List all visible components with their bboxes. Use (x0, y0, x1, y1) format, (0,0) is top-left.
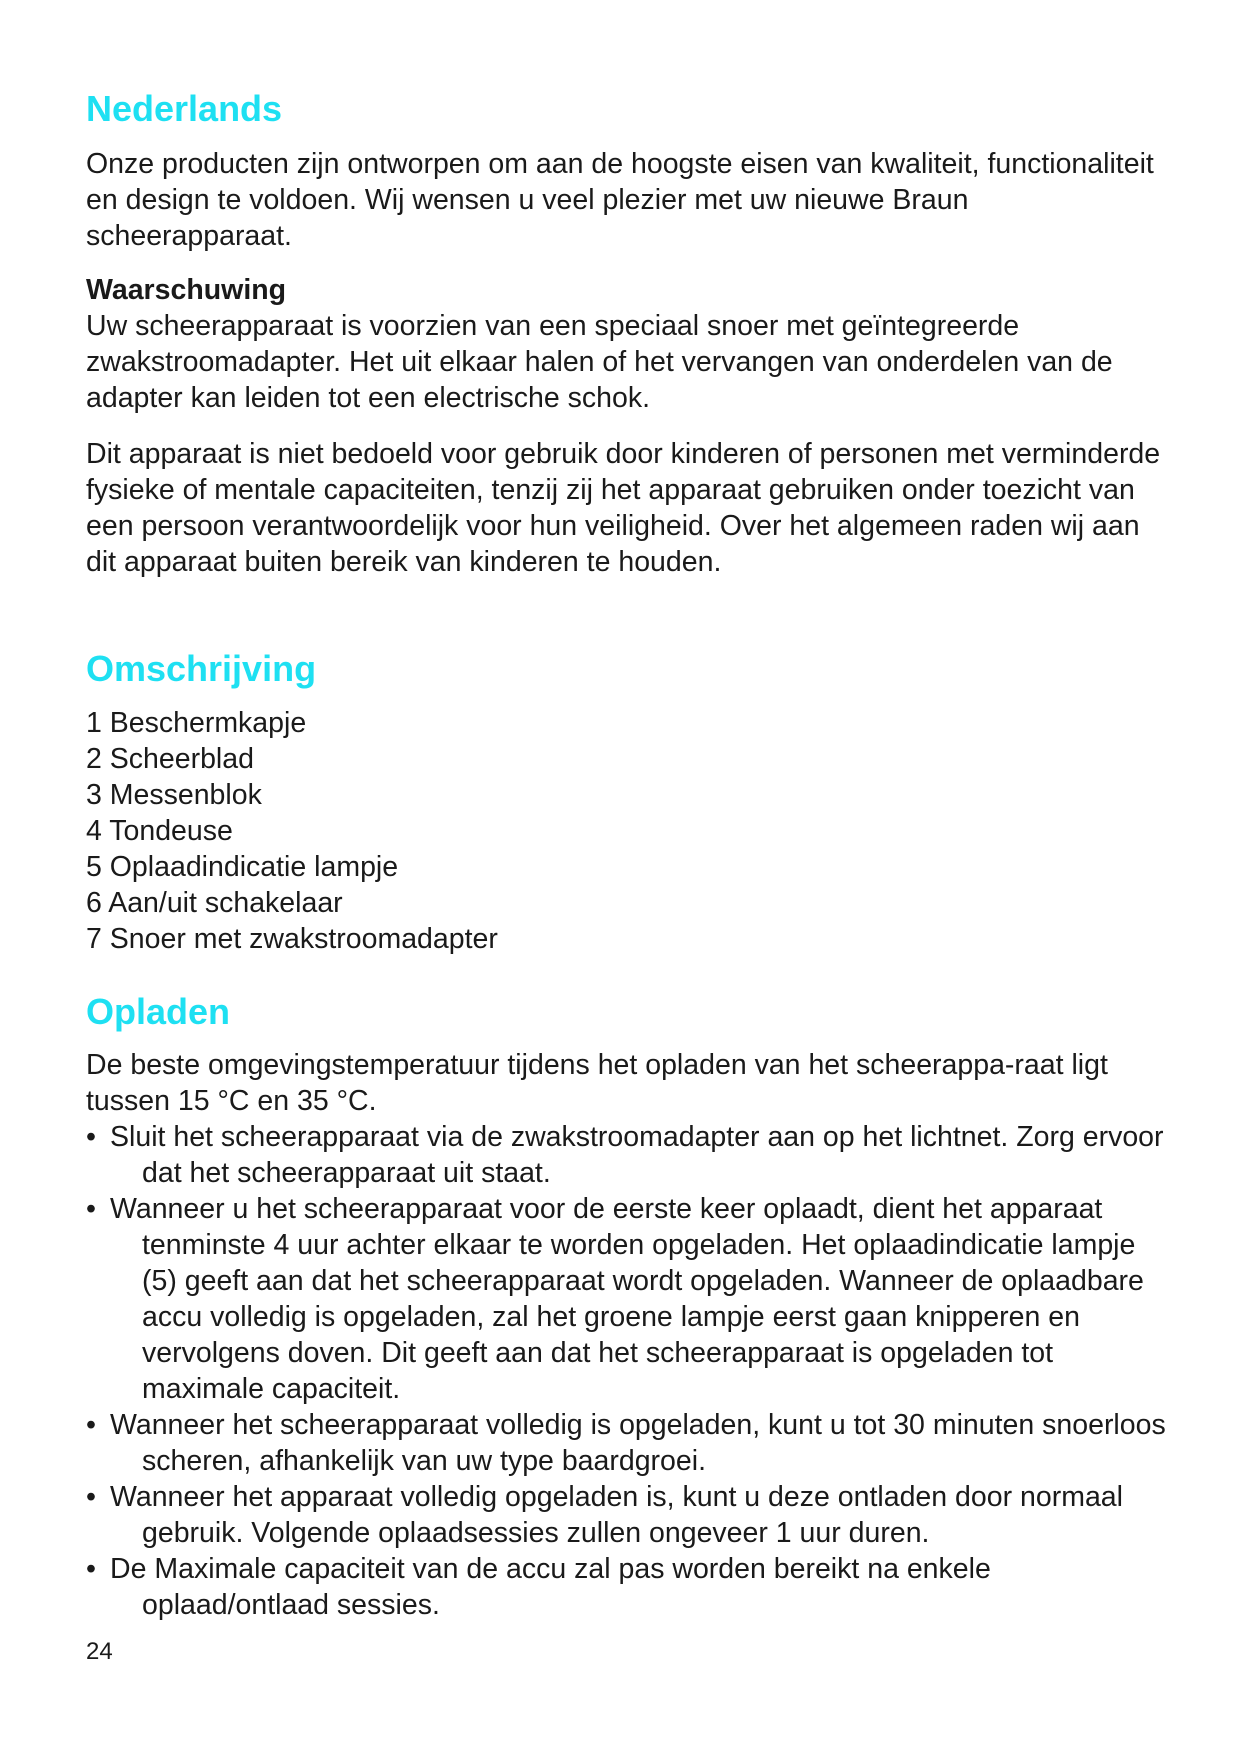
warning-title: Waarschuwing (86, 274, 287, 306)
parts-list (86, 705, 498, 957)
list-item (86, 1479, 1166, 1551)
warning-block (86, 272, 1166, 416)
page-number: 24 (86, 1638, 113, 1665)
list-item: 6 Aan/uit schakelaar (86, 887, 343, 919)
intro-paragraph: Onze producten zijn ontworpen om aan de hoogste eisen van kwaliteit, functionaliteit en design te voldoen. Wij wensen u veel plezier met uw nieuwe Braun scheerapparaat. (86, 148, 1154, 252)
bullet-icon: • (86, 1193, 96, 1225)
children-warning-paragraph: Dit apparaat is niet bedoeld voor gebruik door kinderen of personen met verminderde fysieke of mentale capaciteiten, tenzij zij het apparaat gebruiken onder toezicht van een persoon verantwoordelijk voor hun veiligheid. Over het algemeen raden wij aan dit apparaat buiten bereik van kinderen te houden. (86, 438, 1161, 578)
list-item (86, 1407, 1166, 1479)
section-title-nederlands: Nederlands (86, 88, 283, 129)
list-item: 3 Messenblok (86, 779, 262, 811)
section-title-omschrijving: Omschrijving (86, 648, 317, 689)
bullet-text: Sluit het scheerapparaat via de zwakstroomadapter aan op het lichtnet. Zorg ervoor dat het scheerapparaat uit staat. (110, 1121, 1164, 1189)
charging-intro: De beste omgevingstemperatuur tijdens het opladen van het scheerappa-raat ligt tussen 15 °C en 35 °C. (86, 1049, 1108, 1117)
list-item (86, 1191, 1166, 1407)
bullet-icon: • (86, 1481, 96, 1513)
list-item: 5 Oplaadindicatie lampje (86, 851, 399, 883)
list-item: 2 Scheerblad (86, 743, 254, 775)
bullet-icon: • (86, 1553, 96, 1585)
bullet-text: Wanneer het apparaat volledig opgeladen is, kunt u deze ontladen door normaal gebruik. Volgende oplaadsessies zullen ongeveer 1 uur duren. (110, 1481, 1123, 1549)
charging-bullets (86, 1119, 1166, 1623)
list-item (86, 1119, 1166, 1191)
list-item (86, 1551, 1166, 1623)
warning-text: Uw scheerapparaat is voorzien van een speciaal snoer met geïntegreerde zwakstroomadapter. Het uit elkaar halen of het vervangen van onderdelen van de adapter kan leiden tot een electrische schok. (86, 310, 1113, 414)
bullet-text: De Maximale capaciteit van de accu zal pas worden bereikt na enkele oplaad/ontlaad sessies. (110, 1553, 991, 1621)
list-item: 1 Beschermkapje (86, 707, 307, 739)
list-item: 4 Tondeuse (86, 815, 233, 847)
bullet-icon: • (86, 1121, 96, 1153)
bullet-text: Wanneer u het scheerapparaat voor de eerste keer oplaadt, dient het apparaat tenminste 4 uur achter elkaar te worden opgeladen. Het oplaadindicatie lampje (5) geeft aan dat het scheerapparaat wordt opgeladen. Wanneer de oplaadbare accu volledig is opgeladen, zal het groene lampje eerst gaan knipperen en vervolgens doven. Dit geeft aan dat het scheerapparaat is opgeladen tot maximale capaciteit. (110, 1193, 1144, 1405)
bullet-text: Wanneer het scheerapparaat volledig is opgeladen, kunt u tot 30 minuten snoerloos scheren, afhankelijk van uw type baardgroei. (110, 1409, 1166, 1477)
list-item: 7 Snoer met zwakstroomadapter (86, 923, 498, 955)
section-title-opladen: Opladen (86, 991, 231, 1032)
bullet-icon: • (86, 1409, 96, 1441)
